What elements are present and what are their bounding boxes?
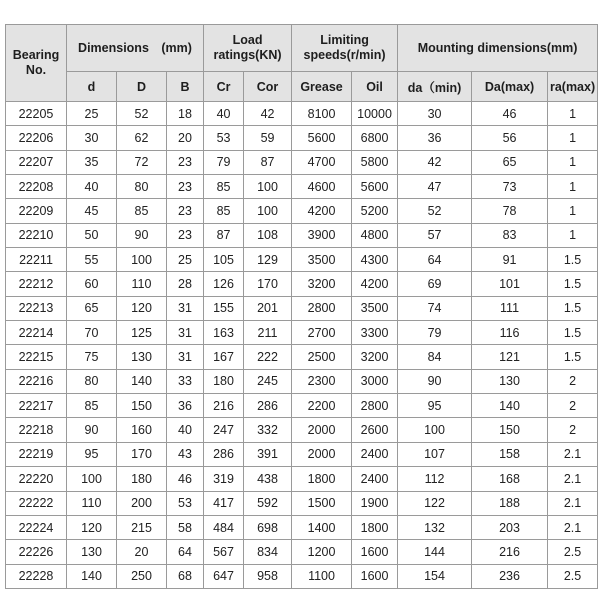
cell-oil: 5600	[352, 175, 398, 199]
table-row	[6, 540, 598, 564]
cell-d: 65	[67, 296, 117, 320]
cell-bearing-no: 22222	[6, 491, 67, 515]
cell-Cr: 87	[204, 223, 244, 247]
cell-bearing-no: 22209	[6, 199, 67, 223]
cell-da-min: 47	[398, 175, 472, 199]
cell-B: 23	[167, 175, 204, 199]
cell-D: 140	[117, 369, 167, 393]
table-row	[6, 175, 598, 199]
cell-grease: 4600	[292, 175, 352, 199]
cell-da-min: 69	[398, 272, 472, 296]
table-row	[6, 345, 598, 369]
cell-ra-max: 1	[548, 126, 598, 150]
cell-bearing-no: 22206	[6, 126, 67, 150]
cell-da-min: 144	[398, 540, 472, 564]
cell-Cor: 592	[244, 491, 292, 515]
cell-D: 160	[117, 418, 167, 442]
cell-ra-max: 2	[548, 418, 598, 442]
cell-Cor: 42	[244, 102, 292, 126]
cell-da-min: 154	[398, 564, 472, 588]
cell-da-min: 30	[398, 102, 472, 126]
cell-Cr: 126	[204, 272, 244, 296]
cell-d: 55	[67, 248, 117, 272]
table-row	[6, 491, 598, 515]
subheader-grease: Grease	[292, 72, 352, 102]
cell-d: 40	[67, 175, 117, 199]
cell-da-min: 57	[398, 223, 472, 247]
cell-oil: 2400	[352, 442, 398, 466]
cell-oil: 5800	[352, 150, 398, 174]
cell-B: 64	[167, 540, 204, 564]
cell-Cor: 100	[244, 175, 292, 199]
cell-D: 120	[117, 296, 167, 320]
cell-Da-max: 188	[472, 491, 548, 515]
cell-Da-max: 121	[472, 345, 548, 369]
cell-Cr: 40	[204, 102, 244, 126]
cell-bearing-no: 22212	[6, 272, 67, 296]
cell-bearing-no: 22228	[6, 564, 67, 588]
cell-d: 30	[67, 126, 117, 150]
cell-ra-max: 1.5	[548, 321, 598, 345]
cell-Cor: 87	[244, 150, 292, 174]
cell-Cr: 85	[204, 199, 244, 223]
table-row	[6, 102, 598, 126]
table-row	[6, 369, 598, 393]
subheader-da-min: da（min)	[398, 72, 472, 102]
cell-grease: 2500	[292, 345, 352, 369]
cell-Da-max: 83	[472, 223, 548, 247]
cell-da-min: 122	[398, 491, 472, 515]
cell-oil: 1800	[352, 515, 398, 539]
cell-Cr: 484	[204, 515, 244, 539]
table-row	[6, 564, 598, 588]
cell-B: 20	[167, 126, 204, 150]
cell-bearing-no: 22207	[6, 150, 67, 174]
table-row	[6, 272, 598, 296]
table-row	[6, 223, 598, 247]
cell-D: 200	[117, 491, 167, 515]
cell-grease: 1100	[292, 564, 352, 588]
cell-Cr: 167	[204, 345, 244, 369]
cell-D: 72	[117, 150, 167, 174]
cell-oil: 3000	[352, 369, 398, 393]
cell-D: 170	[117, 442, 167, 466]
cell-B: 53	[167, 491, 204, 515]
cell-bearing-no: 22205	[6, 102, 67, 126]
cell-D: 80	[117, 175, 167, 199]
bearing-spec-table	[5, 24, 598, 589]
cell-Cor: 958	[244, 564, 292, 588]
cell-Cor: 100	[244, 199, 292, 223]
cell-D: 180	[117, 467, 167, 491]
subheader-ra-max: ra(max)	[548, 72, 598, 102]
cell-Cor: 834	[244, 540, 292, 564]
header-limiting-speeds: Limiting speeds(r/min)	[292, 25, 398, 72]
cell-oil: 4800	[352, 223, 398, 247]
cell-Cr: 85	[204, 175, 244, 199]
cell-Cor: 286	[244, 394, 292, 418]
cell-da-min: 95	[398, 394, 472, 418]
cell-d: 70	[67, 321, 117, 345]
cell-bearing-no: 22215	[6, 345, 67, 369]
cell-oil: 3500	[352, 296, 398, 320]
cell-B: 23	[167, 199, 204, 223]
cell-D: 100	[117, 248, 167, 272]
subheader-Cor: Cor	[244, 72, 292, 102]
cell-Cr: 247	[204, 418, 244, 442]
table-row	[6, 515, 598, 539]
cell-da-min: 64	[398, 248, 472, 272]
cell-ra-max: 1	[548, 199, 598, 223]
cell-grease: 2300	[292, 369, 352, 393]
cell-Cor: 211	[244, 321, 292, 345]
cell-grease: 3900	[292, 223, 352, 247]
subheader-Cr: Cr	[204, 72, 244, 102]
subheader-Da-max: Da(max)	[472, 72, 548, 102]
cell-B: 43	[167, 442, 204, 466]
subheader-D: D	[117, 72, 167, 102]
header-mounting-dimensions: Mounting dimensions(mm)	[398, 25, 598, 72]
cell-oil: 1900	[352, 491, 398, 515]
cell-oil: 1600	[352, 540, 398, 564]
cell-grease: 2000	[292, 418, 352, 442]
cell-Da-max: 203	[472, 515, 548, 539]
cell-Cor: 438	[244, 467, 292, 491]
cell-D: 130	[117, 345, 167, 369]
cell-Cor: 698	[244, 515, 292, 539]
cell-ra-max: 1	[548, 223, 598, 247]
cell-Cor: 59	[244, 126, 292, 150]
cell-d: 110	[67, 491, 117, 515]
cell-B: 18	[167, 102, 204, 126]
cell-bearing-no: 22211	[6, 248, 67, 272]
cell-d: 25	[67, 102, 117, 126]
cell-da-min: 107	[398, 442, 472, 466]
cell-Da-max: 101	[472, 272, 548, 296]
cell-Cr: 155	[204, 296, 244, 320]
table-header	[6, 25, 598, 102]
cell-grease: 3500	[292, 248, 352, 272]
cell-Cor: 391	[244, 442, 292, 466]
cell-B: 31	[167, 296, 204, 320]
cell-da-min: 112	[398, 467, 472, 491]
cell-grease: 8100	[292, 102, 352, 126]
subheader-oil: Oil	[352, 72, 398, 102]
cell-ra-max: 2.5	[548, 564, 598, 588]
cell-Cr: 319	[204, 467, 244, 491]
cell-ra-max: 1.5	[548, 248, 598, 272]
cell-grease: 2800	[292, 296, 352, 320]
cell-Da-max: 150	[472, 418, 548, 442]
cell-ra-max: 2.1	[548, 491, 598, 515]
cell-grease: 4700	[292, 150, 352, 174]
cell-d: 45	[67, 199, 117, 223]
cell-grease: 1200	[292, 540, 352, 564]
cell-ra-max: 1.5	[548, 345, 598, 369]
cell-ra-max: 1.5	[548, 272, 598, 296]
table-row	[6, 199, 598, 223]
cell-Da-max: 65	[472, 150, 548, 174]
cell-Da-max: 91	[472, 248, 548, 272]
cell-Cr: 417	[204, 491, 244, 515]
cell-Da-max: 73	[472, 175, 548, 199]
cell-Cr: 163	[204, 321, 244, 345]
cell-ra-max: 1	[548, 150, 598, 174]
table-row	[6, 321, 598, 345]
cell-bearing-no: 22218	[6, 418, 67, 442]
cell-B: 31	[167, 321, 204, 345]
cell-oil: 6800	[352, 126, 398, 150]
table-row	[6, 418, 598, 442]
subheader-d: d	[67, 72, 117, 102]
cell-ra-max: 2.5	[548, 540, 598, 564]
cell-D: 125	[117, 321, 167, 345]
cell-Cr: 105	[204, 248, 244, 272]
cell-Cr: 567	[204, 540, 244, 564]
cell-D: 20	[117, 540, 167, 564]
cell-Da-max: 116	[472, 321, 548, 345]
cell-Cor: 129	[244, 248, 292, 272]
cell-bearing-no: 22216	[6, 369, 67, 393]
cell-bearing-no: 22208	[6, 175, 67, 199]
cell-D: 150	[117, 394, 167, 418]
cell-oil: 3300	[352, 321, 398, 345]
cell-B: 23	[167, 223, 204, 247]
cell-Cor: 245	[244, 369, 292, 393]
cell-ra-max: 1	[548, 102, 598, 126]
cell-oil: 2400	[352, 467, 398, 491]
cell-Da-max: 56	[472, 126, 548, 150]
cell-bearing-no: 22214	[6, 321, 67, 345]
cell-d: 90	[67, 418, 117, 442]
cell-oil: 3200	[352, 345, 398, 369]
cell-grease: 1500	[292, 491, 352, 515]
cell-d: 35	[67, 150, 117, 174]
cell-d: 75	[67, 345, 117, 369]
cell-oil: 2600	[352, 418, 398, 442]
cell-B: 46	[167, 467, 204, 491]
table-body	[6, 102, 598, 589]
cell-Da-max: 158	[472, 442, 548, 466]
cell-da-min: 74	[398, 296, 472, 320]
cell-Da-max: 130	[472, 369, 548, 393]
cell-ra-max: 2.1	[548, 515, 598, 539]
cell-d: 140	[67, 564, 117, 588]
cell-da-min: 90	[398, 369, 472, 393]
cell-B: 23	[167, 150, 204, 174]
cell-D: 90	[117, 223, 167, 247]
header-load-ratings: Load ratings(KN)	[204, 25, 292, 72]
cell-d: 60	[67, 272, 117, 296]
cell-da-min: 100	[398, 418, 472, 442]
cell-bearing-no: 22226	[6, 540, 67, 564]
cell-Cr: 180	[204, 369, 244, 393]
cell-ra-max: 1.5	[548, 296, 598, 320]
cell-D: 62	[117, 126, 167, 150]
cell-Cr: 216	[204, 394, 244, 418]
cell-ra-max: 2	[548, 394, 598, 418]
cell-oil: 10000	[352, 102, 398, 126]
cell-grease: 4200	[292, 199, 352, 223]
cell-grease: 2000	[292, 442, 352, 466]
cell-B: 58	[167, 515, 204, 539]
cell-Cr: 79	[204, 150, 244, 174]
cell-Cor: 201	[244, 296, 292, 320]
cell-Da-max: 46	[472, 102, 548, 126]
bearing-spec-sheet	[5, 24, 597, 589]
cell-da-min: 132	[398, 515, 472, 539]
cell-Da-max: 168	[472, 467, 548, 491]
cell-oil: 5200	[352, 199, 398, 223]
cell-d: 130	[67, 540, 117, 564]
cell-B: 33	[167, 369, 204, 393]
cell-D: 85	[117, 199, 167, 223]
cell-Cor: 170	[244, 272, 292, 296]
cell-oil: 1600	[352, 564, 398, 588]
cell-B: 68	[167, 564, 204, 588]
cell-da-min: 36	[398, 126, 472, 150]
cell-da-min: 79	[398, 321, 472, 345]
table-row	[6, 248, 598, 272]
cell-Da-max: 111	[472, 296, 548, 320]
cell-ra-max: 2.1	[548, 467, 598, 491]
cell-B: 31	[167, 345, 204, 369]
table-row	[6, 296, 598, 320]
header-bearing-no: Bearing No.	[6, 25, 67, 102]
cell-ra-max: 2.1	[548, 442, 598, 466]
cell-ra-max: 2	[548, 369, 598, 393]
table-row	[6, 467, 598, 491]
cell-Da-max: 140	[472, 394, 548, 418]
cell-D: 215	[117, 515, 167, 539]
cell-oil: 2800	[352, 394, 398, 418]
cell-grease: 1800	[292, 467, 352, 491]
cell-Da-max: 236	[472, 564, 548, 588]
cell-oil: 4200	[352, 272, 398, 296]
cell-grease: 3200	[292, 272, 352, 296]
cell-grease: 1400	[292, 515, 352, 539]
cell-d: 95	[67, 442, 117, 466]
cell-Cr: 286	[204, 442, 244, 466]
cell-grease: 2700	[292, 321, 352, 345]
cell-Cor: 108	[244, 223, 292, 247]
cell-D: 250	[117, 564, 167, 588]
cell-da-min: 42	[398, 150, 472, 174]
cell-Da-max: 78	[472, 199, 548, 223]
cell-bearing-no: 22219	[6, 442, 67, 466]
cell-Cr: 53	[204, 126, 244, 150]
cell-bearing-no: 22210	[6, 223, 67, 247]
table-row	[6, 394, 598, 418]
cell-da-min: 84	[398, 345, 472, 369]
cell-Cor: 332	[244, 418, 292, 442]
cell-bearing-no: 22220	[6, 467, 67, 491]
cell-D: 52	[117, 102, 167, 126]
cell-ra-max: 1	[548, 175, 598, 199]
header-dimensions: Dimensions (mm)	[67, 25, 204, 72]
cell-oil: 4300	[352, 248, 398, 272]
cell-d: 80	[67, 369, 117, 393]
cell-grease: 2200	[292, 394, 352, 418]
cell-Cr: 647	[204, 564, 244, 588]
cell-bearing-no: 22213	[6, 296, 67, 320]
cell-B: 40	[167, 418, 204, 442]
cell-Cor: 222	[244, 345, 292, 369]
cell-B: 25	[167, 248, 204, 272]
cell-bearing-no: 22224	[6, 515, 67, 539]
cell-da-min: 52	[398, 199, 472, 223]
cell-B: 28	[167, 272, 204, 296]
subheader-B: B	[167, 72, 204, 102]
cell-d: 85	[67, 394, 117, 418]
cell-d: 100	[67, 467, 117, 491]
table-row	[6, 150, 598, 174]
cell-D: 110	[117, 272, 167, 296]
cell-Da-max: 216	[472, 540, 548, 564]
cell-d: 50	[67, 223, 117, 247]
cell-B: 36	[167, 394, 204, 418]
table-row	[6, 442, 598, 466]
cell-grease: 5600	[292, 126, 352, 150]
table-row	[6, 126, 598, 150]
cell-d: 120	[67, 515, 117, 539]
cell-bearing-no: 22217	[6, 394, 67, 418]
